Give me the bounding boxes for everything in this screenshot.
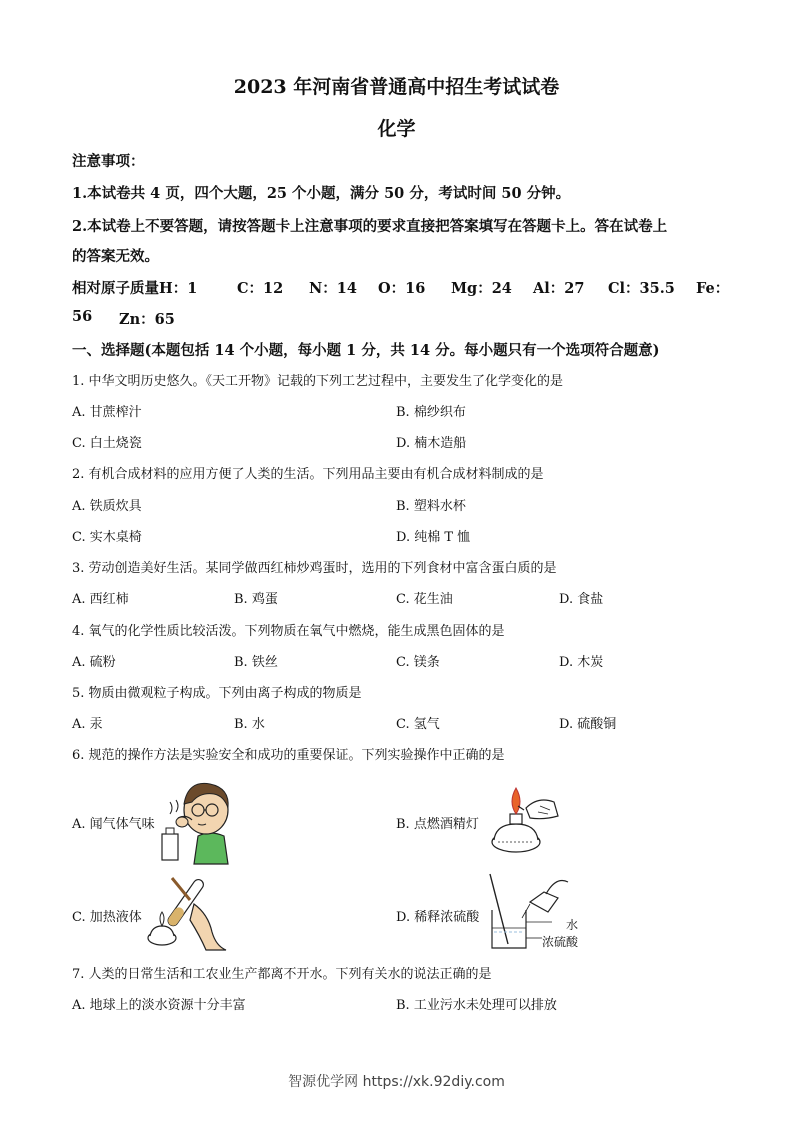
option: B. 鸡蛋 [234, 592, 278, 607]
question-stem: 2. 有机合成材料的应用方便了人类的生活。下列用品主要由有机合成材料制成的是 [72, 467, 544, 482]
option: B. 点燃酒精灯 [396, 817, 479, 832]
notes-line-2b: 的答案无效。 [72, 248, 159, 265]
label-water: 水 [566, 918, 579, 932]
option: C. 花生油 [396, 592, 453, 607]
footer-watermark: 智源优学网 https://xk.92diy.com [288, 1074, 505, 1090]
option: D. 纯棉 T 恤 [396, 530, 471, 545]
question-stem: 1. 中华文明历史悠久。《天工开物》记载的下列工艺过程中，主要发生了化学变化的是 [72, 374, 564, 389]
option: C. 实木桌椅 [72, 530, 142, 545]
option: D. 食盐 [559, 592, 604, 607]
option: B. 工业污水未处理可以排放 [396, 998, 557, 1013]
option: A. 西红柿 [72, 592, 129, 607]
option: A. 甘蔗榨汁 [72, 405, 142, 420]
atomic-label: 相对原子质量 [72, 280, 159, 297]
exam-title: 2023 年河南省普通高中招生考试试卷 [233, 76, 560, 98]
atomic-item: C：12 [237, 280, 284, 297]
atomic-item: O：16 [378, 280, 426, 297]
option: D. 楠木造船 [396, 436, 467, 451]
notes-line-1: 1.本试卷共 4 页，四个大题，25 个小题，满分 50 分，考试时间 50 分钟。 [72, 185, 571, 202]
section-1-heading: 一、选择题(本题包括 14 个小题，每小题 1 分，共 14 分。每小题只有一个选项符合题意) [72, 342, 660, 359]
option: C. 镁条 [396, 655, 440, 670]
option: B. 塑料水杯 [396, 499, 466, 514]
label-acid: 浓硫酸 [542, 935, 579, 949]
option: B. 铁丝 [234, 655, 278, 670]
option: A. 铁质炊具 [72, 499, 142, 514]
smelling-gas-figure [158, 774, 232, 866]
question-stem: 5. 物质由微观粒子构成。下列由离子构成的物质是 [72, 686, 362, 701]
option: D. 木炭 [559, 655, 604, 670]
option: C. 白土烧瓷 [72, 436, 142, 451]
option: C. 加热液体 [72, 910, 142, 925]
atomic-item: 56 [72, 308, 93, 325]
option: A. 硫粉 [72, 655, 116, 670]
notes-line-2a: 2.本试卷上不要答题，请按答题卡上注意事项的要求直接把答案填写在答题卡上。答在试卷上 [72, 218, 668, 235]
notes-heading: 注意事项： [72, 153, 145, 170]
question-stem: 7. 人类的日常生活和工农业生产都离不开水。下列有关水的说法正确的是 [72, 967, 492, 982]
question-stem: 6. 规范的操作方法是实验安全和成功的重要保证。下列实验操作中正确的是 [72, 748, 505, 763]
option: D. 稀释浓硫酸 [396, 910, 480, 925]
atomic-item: Mg：24 [451, 280, 512, 297]
alcohol-lamp-figure [488, 784, 560, 856]
atomic-item: N：14 [309, 280, 357, 297]
option: A. 地球上的淡水资源十分丰富 [72, 998, 246, 1013]
atomic-item: H：1 [159, 280, 198, 297]
atomic-item: Fe： [696, 280, 730, 297]
option: A. 闻气体气味 [72, 817, 155, 832]
subject-title: 化学 [377, 118, 416, 140]
atomic-item: Al：27 [533, 280, 585, 297]
option: B. 水 [234, 717, 265, 732]
atomic-item: Zn：65 [119, 311, 175, 328]
heating-liquid-figure [146, 874, 228, 950]
option: A. 汞 [72, 717, 103, 732]
option: D. 硫酸铜 [559, 717, 617, 732]
question-stem: 4. 氧气的化学性质比较活泼。下列物质在氧气中燃烧，能生成黑色固体的是 [72, 624, 505, 639]
option: B. 棉纱织布 [396, 405, 466, 420]
question-stem: 3. 劳动创造美好生活。某同学做西红柿炒鸡蛋时，选用的下列食材中富含蛋白质的是 [72, 561, 557, 576]
atomic-item: Cl：35.5 [608, 280, 675, 297]
option: C. 氢气 [396, 717, 440, 732]
